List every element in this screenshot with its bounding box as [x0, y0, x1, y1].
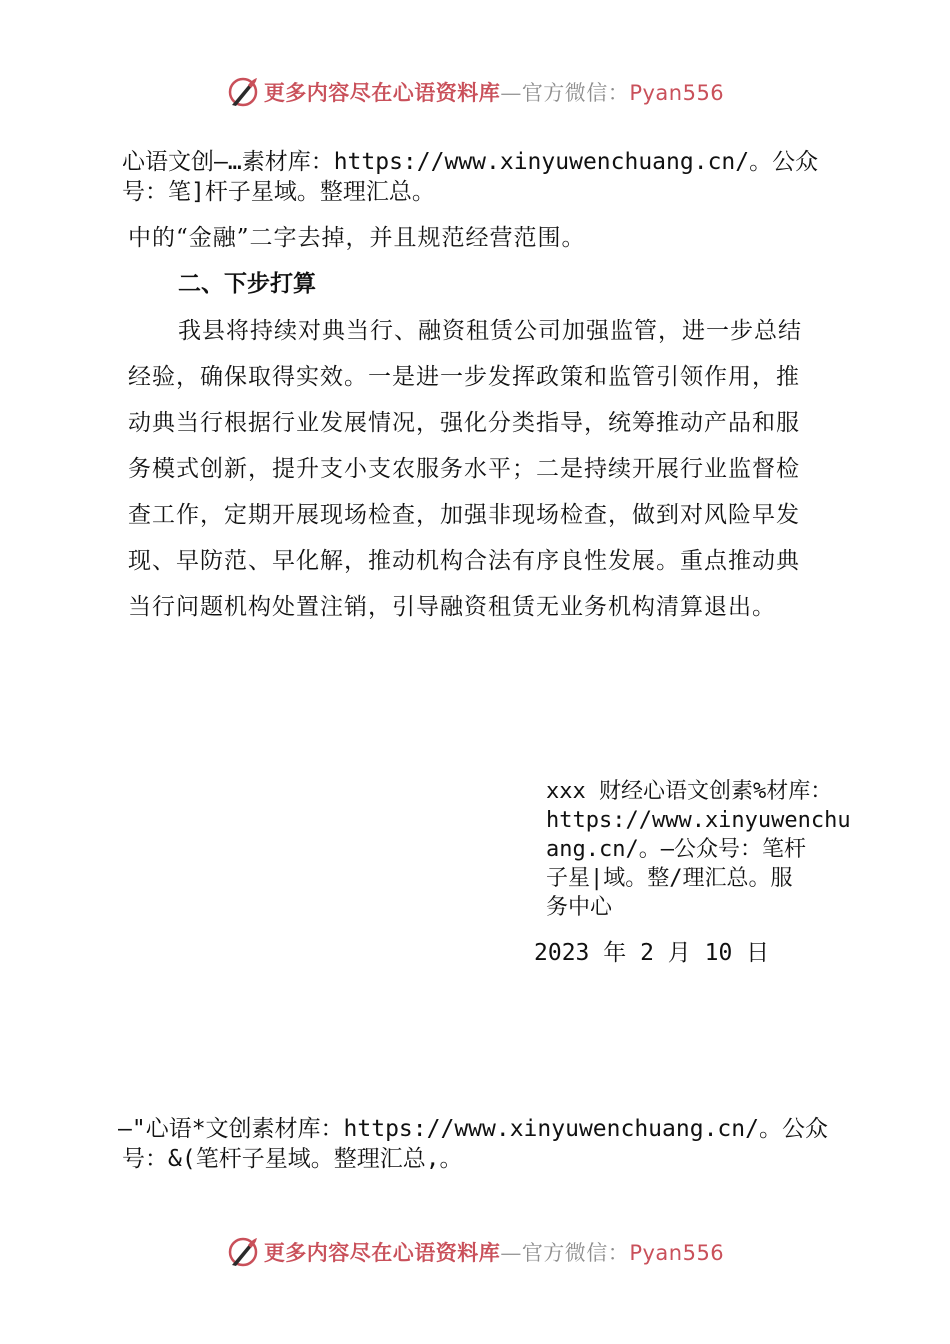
paragraph-line-3: 动典当行根据行业发展情况，强化分类指导，统筹推动产品和服: [128, 410, 800, 436]
header-note-line-1: 心语文创—…素材库：https://www.xinyuwenchuang.cn/。公众: [122, 149, 819, 175]
banner-text: [264, 77, 724, 107]
banner-wx-label: 官方微信：: [521, 81, 630, 105]
banner-main-text: 更多内容尽在心语资料库: [263, 1240, 501, 1265]
signature-date: 2023 年 2 月 10 日: [534, 940, 770, 966]
footer-note-line-2: 号：&(笔杆子星域。整理汇总,。: [122, 1146, 463, 1172]
banner-separator: —: [500, 1241, 522, 1265]
banner-wx-id: Pyan556: [629, 1241, 725, 1265]
banner-main-text: 更多内容尽在心语资料库: [263, 80, 501, 105]
paragraph-line-5: 查工作，定期开展现场检查，加强非现场检查，做到对风险早发: [128, 502, 800, 528]
signature-line-4: 子星|域。整/理汇总。服: [546, 866, 793, 891]
signature-line-2: https://www.xinyuwenchu: [546, 808, 851, 833]
banner-separator: —: [500, 81, 522, 105]
paragraph-line-6: 现、早防范、早化解，推动机构合法有序良性发展。重点推动典: [128, 548, 800, 574]
signature-line-5: 务中心: [546, 895, 613, 920]
bottom-banner: [0, 1232, 950, 1272]
header-note-line-2: 号：笔]杆子星域。整理汇总。: [122, 179, 435, 205]
banner-wx-label: 官方微信：: [521, 1241, 630, 1265]
quill-logo-icon: [226, 1235, 260, 1269]
signature-line-3: ang.cn/。—公众号：笔杆: [546, 837, 806, 862]
paragraph-line-1: 我县将持续对典当行、融资租赁公司加强监管，进一步总结: [178, 318, 802, 344]
footer-note-line-1: —"心语*文创素材库：https://www.xinyuwenchuang.cn/。公众: [118, 1116, 828, 1142]
paragraph-line-7: 当行问题机构处置注销，引导融资租赁无业务机构清算退出。: [128, 594, 776, 620]
paragraph-line-4: 务模式创新，提升支小支农服务水平；二是持续开展行业监督检: [128, 456, 800, 482]
quill-logo-icon: [226, 75, 260, 109]
banner-wx-id: Pyan556: [629, 81, 725, 105]
signature-line-1: xxx 财经心语文创素%材库：: [546, 779, 833, 804]
section-heading: 二、下步打算: [178, 271, 316, 297]
top-banner: [0, 72, 950, 112]
banner-text: [264, 1237, 724, 1267]
continued-sentence: 中的“金融”二字去掉，并且规范经营范围。: [128, 225, 586, 251]
paragraph-line-2: 经验，确保取得实效。一是进一步发挥政策和监管引领作用，推: [128, 364, 800, 390]
